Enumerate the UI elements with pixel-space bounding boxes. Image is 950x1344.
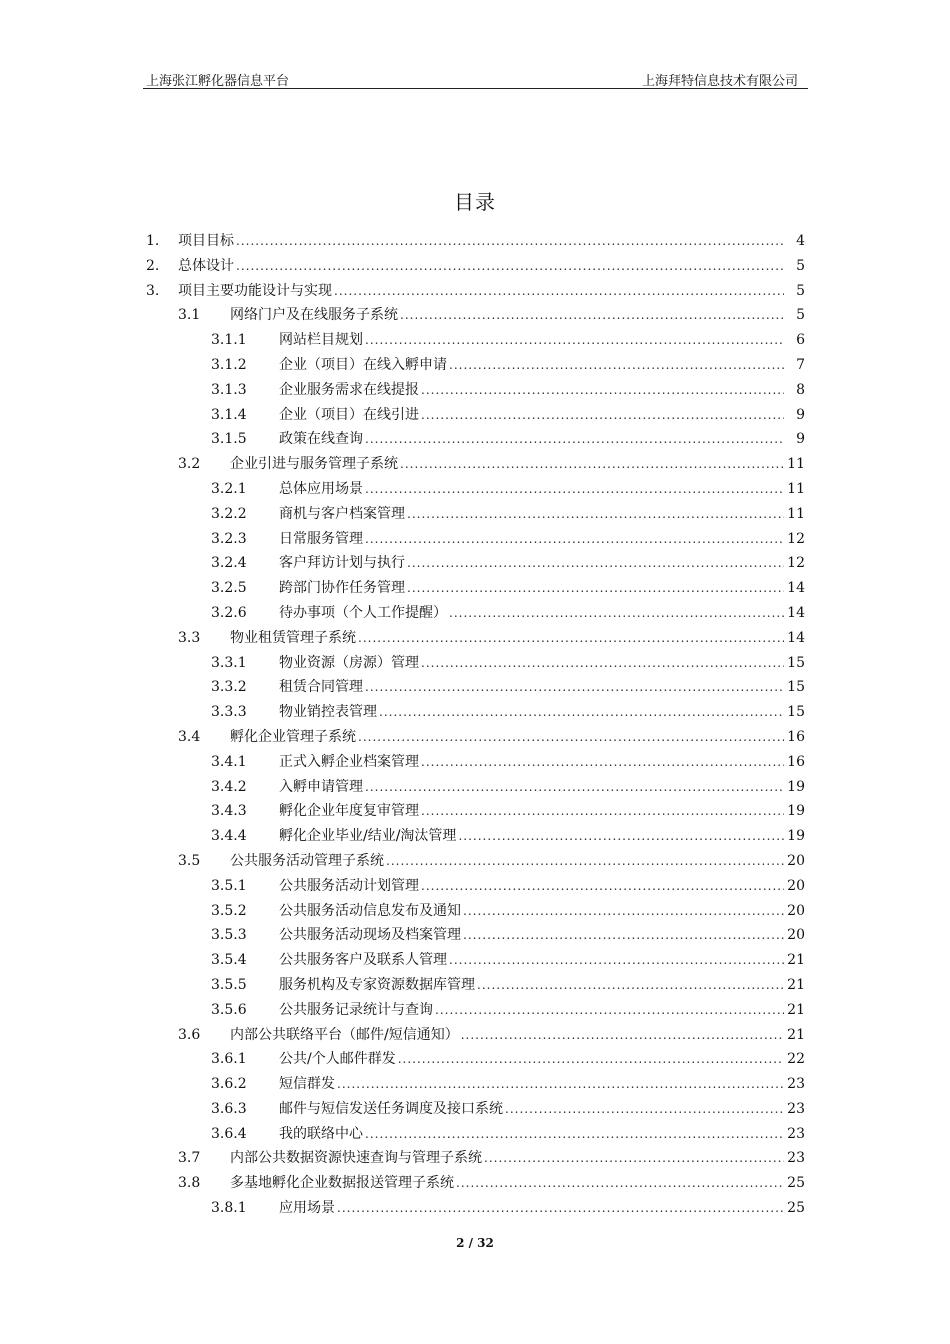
toc-entry-number: 3.2.2 [211,505,247,522]
toc-entry-title: 网站栏目规划 [279,332,363,349]
toc-leader-dots [236,254,784,279]
toc-entry[interactable] [143,279,808,304]
toc-entry-page: 8 [796,381,805,398]
toc-entry-number: 1. [146,233,160,249]
toc-leader-dots [400,452,784,477]
toc-entry-page: 25 [787,1175,805,1192]
toc-leader-dots [505,1097,784,1122]
toc-leader-dots [407,502,784,527]
toc-entry-page: 25 [787,1200,805,1217]
toc-entry-title: 公共服务记录统计与查询 [279,1001,433,1018]
toc-entry-number: 3.5.1 [211,877,247,894]
toc-entry-line [279,378,808,403]
toc-entry-number: 3.5.2 [211,902,247,919]
toc-entry-page: 19 [787,828,805,845]
toc-entry-page: 15 [787,704,805,721]
toc-leader-dots [449,353,784,378]
toc-title: 目录 [454,190,496,214]
toc-entry-line [279,427,808,452]
toc-leader-dots [379,700,784,725]
toc-entry-title: 企业引进与服务管理子系统 [230,456,398,473]
toc-entry-number: 3.8 [178,1175,201,1192]
toc-entry-number: 3.5 [178,852,201,869]
toc-entry-line [178,229,808,254]
toc-entry[interactable] [143,1146,808,1171]
toc-entry[interactable] [143,626,808,651]
toc-entry[interactable] [143,1072,808,1097]
toc-leader-dots [365,477,784,502]
toc-leader-dots [365,328,784,353]
toc-entry-line [279,1097,808,1122]
toc-entry-page: 20 [787,927,805,944]
toc-entry-line [279,973,808,998]
toc-entry-line [230,725,808,750]
toc-entry[interactable] [143,899,808,924]
toc-entry-line [279,576,808,601]
toc-leader-dots [463,899,784,924]
toc-entry-title: 孵化企业毕业/结业/淘汰管理 [279,828,457,845]
toc-entry-line [178,254,808,279]
toc-entry-number: 3.2.6 [211,604,247,621]
toc-entry[interactable] [143,229,808,254]
toc-entry[interactable] [143,750,808,775]
toc-entry-line [279,1072,808,1097]
toc-entry-page: 14 [787,604,805,621]
toc-entry-page: 23 [787,1125,805,1142]
toc-entry-title: 入孵申请管理 [279,778,363,795]
toc-leader-dots [365,675,784,700]
toc-leader-dots [386,849,784,874]
toc-entry-title: 企业（项目）在线入孵申请 [279,356,447,373]
toc-entry[interactable] [143,725,808,750]
toc-entry-title: 我的联络中心 [279,1125,363,1142]
toc-entry[interactable] [143,874,808,899]
toc-entry[interactable] [143,998,808,1023]
toc-entry-title: 日常服务管理 [279,530,363,547]
toc-entry-line [279,1047,808,1072]
toc-entry-line [279,353,808,378]
toc-entry-title: 多基地孵化企业数据报送管理子系统 [230,1175,454,1192]
toc-entry-title: 总体应用场景 [279,480,363,497]
toc-entry-line [279,1122,808,1147]
toc-entry-number: 3.8.1 [211,1200,247,1217]
toc-entry[interactable] [143,254,808,279]
toc-entry-title: 跨部门协作任务管理 [279,580,405,597]
toc-entry-page: 4 [796,233,805,249]
toc-entry[interactable] [143,601,808,626]
toc-entry-number: 3.1.4 [211,406,247,423]
toc-leader-dots [421,874,784,899]
toc-entry-line [279,551,808,576]
toc-entry-page: 20 [787,877,805,894]
toc-entry-page: 5 [796,257,805,274]
toc-entry-number: 3.6.2 [211,1076,247,1093]
toc-leader-dots [365,775,784,800]
toc-leader-dots [449,948,784,973]
toc-entry-title: 物业资源（房源）管理 [279,654,419,671]
toc-entry-number: 3.6 [178,1026,201,1043]
toc-entry[interactable] [143,775,808,800]
toc-entry-title: 企业（项目）在线引进 [279,406,419,423]
toc-entry-number: 3.5.6 [211,1001,247,1018]
toc-entry[interactable] [143,675,808,700]
toc-entry-page: 11 [787,480,805,497]
toc-entry-line [230,303,808,328]
toc-entry-line [279,998,808,1023]
toc-entry-line [279,651,808,676]
toc-leader-dots [407,551,784,576]
toc-leader-dots [334,279,784,304]
toc-entry-line [279,948,808,973]
toc-entry-title: 网络门户及在线服务子系统 [230,307,398,324]
toc-entry[interactable] [143,403,808,428]
toc-entry-title: 公共服务活动现场及档案管理 [279,927,461,944]
toc-entry-title: 项目目标 [178,233,234,249]
toc-entry-page: 16 [787,728,805,745]
toc-entry-page: 12 [787,555,805,572]
toc-entry[interactable] [143,303,808,328]
toc-entry[interactable] [143,1047,808,1072]
toc-entry[interactable] [143,1023,808,1048]
toc-entry[interactable] [143,923,808,948]
toc-entry-number: 3.4.1 [211,753,247,770]
toc-entry-page: 23 [787,1150,805,1167]
toc-entry-page: 20 [787,852,805,869]
toc-leader-dots [449,601,784,626]
toc-leader-dots [421,799,784,824]
toc-entry-line [279,601,808,626]
toc-entry-number: 3.2.1 [211,480,247,497]
toc-entry-line [279,477,808,502]
page-header [143,68,808,89]
toc-entry-line [279,328,808,353]
toc-entry-line [279,899,808,924]
toc-leader-dots [358,626,784,651]
toc-entry[interactable] [143,651,808,676]
toc-entry-line [230,626,808,651]
toc-leader-dots [421,403,784,428]
toc-entry-title: 物业销控表管理 [279,704,377,721]
toc-entry-page: 12 [787,530,805,547]
toc-entry[interactable] [143,353,808,378]
toc-leader-dots [484,1146,784,1171]
toc-entry-page: 15 [787,654,805,671]
toc-entry-title: 邮件与短信发送任务调度及接口系统 [279,1100,503,1117]
toc-entry-line [178,279,808,304]
toc-entry-number: 3.4 [178,728,201,745]
toc-entry-page: 21 [787,976,805,993]
toc-leader-dots [398,1047,784,1072]
toc-entry[interactable] [143,378,808,403]
toc-entry-page: 5 [796,307,805,324]
toc-leader-dots [407,576,784,601]
toc-entry-page: 6 [796,332,805,349]
toc-entry-page: 19 [787,778,805,795]
toc-entry-page: 20 [787,902,805,919]
toc-entry-number: 3.2.4 [211,555,247,572]
toc-entry-number: 3.1.3 [211,381,247,398]
toc-entry-line [279,799,808,824]
toc-entry-line [279,527,808,552]
toc-entry-line [279,403,808,428]
toc-entry-number: 3.1.1 [211,332,247,349]
toc-entry[interactable] [143,477,808,502]
toc-entry-title: 项目主要功能设计与实现 [178,282,332,299]
toc-leader-dots [421,750,784,775]
toc-entry-title: 总体设计 [178,257,234,274]
toc-entry-line [279,502,808,527]
toc-entry-title: 内部公共联络平台（邮件/短信通知） [230,1026,459,1043]
toc-entry-number: 3.6.4 [211,1125,247,1142]
toc-entry-page: 14 [787,580,805,597]
toc-entry-number: 3.4.2 [211,778,247,795]
toc-entry[interactable] [143,452,808,477]
toc-leader-dots [421,378,784,403]
toc-entry-page: 14 [787,629,805,646]
toc-entry-title: 应用场景 [279,1200,335,1217]
toc-entry-title: 租赁合同管理 [279,679,363,696]
toc-leader-dots [365,1122,784,1147]
toc-leader-dots [365,427,784,452]
toc-entry-page: 7 [796,356,805,373]
toc-leader-dots [463,923,784,948]
toc-entry-page: 16 [787,753,805,770]
toc-entry-page: 21 [787,952,805,969]
toc-entry-number: 3.6.3 [211,1100,247,1117]
toc-entry-number: 3.1.5 [211,431,247,448]
toc-entry-title: 公共/个人邮件群发 [279,1051,396,1068]
toc-entry-number: 3.2 [178,456,201,473]
toc-entry[interactable] [143,1171,808,1196]
toc-entry-number: 3.2.5 [211,580,247,597]
table-of-contents [143,229,808,1221]
toc-entry-number: 3.3.2 [211,679,247,696]
toc-entry-number: 3.4.4 [211,828,247,845]
toc-leader-dots [461,1023,784,1048]
toc-entry[interactable] [143,1196,808,1221]
toc-entry-line [279,750,808,775]
toc-entry-title: 服务机构及专家资源数据库管理 [279,976,475,993]
toc-leader-dots [400,303,784,328]
toc-entry-line [279,700,808,725]
toc-entry-title: 政策在线查询 [279,431,363,448]
toc-entry-number: 3.5.5 [211,976,247,993]
toc-entry-line [230,1171,808,1196]
toc-entry-title: 孵化企业年度复审管理 [279,803,419,820]
toc-leader-dots [365,527,784,552]
toc-entry-title: 内部公共数据资源快速查询与管理子系统 [230,1150,482,1167]
toc-entry-page: 23 [787,1076,805,1093]
toc-entry-number: 3.3.1 [211,654,247,671]
toc-entry[interactable] [143,973,808,998]
toc-entry-number: 3.4.3 [211,803,247,820]
toc-entry-page: 19 [787,803,805,820]
toc-entry-page: 9 [796,406,805,423]
toc-entry-title: 商机与客户档案管理 [279,505,405,522]
toc-entry-title: 物业租赁管理子系统 [230,629,356,646]
toc-entry-line [279,1196,808,1221]
toc-leader-dots [358,725,784,750]
toc-entry-line [279,923,808,948]
toc-entry-page: 21 [787,1026,805,1043]
header-right-company: 上海拜特信息技术有限公司 [641,74,798,89]
toc-leader-dots [477,973,784,998]
toc-entry-title: 短信群发 [279,1076,335,1093]
toc-entry[interactable] [143,700,808,725]
toc-entry[interactable] [143,427,808,452]
toc-leader-dots [337,1196,784,1221]
page-number: 2 / 32 [456,1236,494,1250]
toc-entry-page: 21 [787,1001,805,1018]
toc-entry[interactable] [143,824,808,849]
toc-entry-page: 11 [787,456,805,473]
toc-entry-number: 3.1 [178,307,201,324]
toc-entry-title: 孵化企业管理子系统 [230,728,356,745]
toc-entry-number: 3.2.3 [211,530,247,547]
toc-entry-number: 3.7 [178,1150,201,1167]
toc-entry-title: 客户拜访计划与执行 [279,555,405,572]
toc-entry[interactable] [143,948,808,973]
toc-entry[interactable] [143,527,808,552]
toc-entry[interactable] [143,799,808,824]
toc-entry-title: 正式入孵企业档案管理 [279,753,419,770]
toc-entry-title: 待办事项（个人工作提醒） [279,604,447,621]
toc-entry-number: 3. [146,282,160,299]
toc-entry-title: 公共服务活动信息发布及通知 [279,902,461,919]
toc-entry-number: 3.5.3 [211,927,247,944]
toc-leader-dots [456,1171,784,1196]
toc-leader-dots [435,998,784,1023]
toc-entry-line [230,1146,808,1171]
toc-entry-line [230,1023,808,1048]
toc-entry-number: 3.5.4 [211,952,247,969]
toc-entry-line [279,775,808,800]
toc-leader-dots [337,1072,784,1097]
toc-entry-line [279,675,808,700]
toc-entry[interactable] [143,328,808,353]
toc-entry[interactable] [143,849,808,874]
toc-entry-title: 公共服务活动计划管理 [279,877,419,894]
toc-entry-page: 5 [796,282,805,299]
toc-leader-dots [458,824,784,849]
toc-entry-page: 22 [787,1051,805,1068]
toc-entry[interactable] [143,1122,808,1147]
toc-entry-number: 2. [146,257,160,274]
toc-entry[interactable] [143,576,808,601]
toc-leader-dots [236,229,784,254]
toc-entry-title: 企业服务需求在线提报 [279,381,419,398]
toc-entry-number: 3.3.3 [211,704,247,721]
toc-entry-number: 3.1.2 [211,356,247,373]
toc-entry-page: 23 [787,1100,805,1117]
toc-entry[interactable] [143,502,808,527]
toc-entry-line [279,824,808,849]
toc-entry-page: 15 [787,679,805,696]
header-left-title: 上海张江孵化器信息平台 [146,74,290,89]
toc-entry-number: 3.6.1 [211,1051,247,1068]
toc-entry-line [230,849,808,874]
toc-entry-number: 3.3 [178,629,201,646]
toc-entry-title: 公共服务活动管理子系统 [230,852,384,869]
toc-entry-line [230,452,808,477]
toc-entry-page: 9 [796,431,805,448]
toc-entry[interactable] [143,1097,808,1122]
toc-entry-page: 11 [787,505,805,522]
toc-entry[interactable] [143,551,808,576]
toc-entry-line [279,874,808,899]
toc-entry-title: 公共服务客户及联系人管理 [279,952,447,969]
toc-leader-dots [421,651,784,676]
